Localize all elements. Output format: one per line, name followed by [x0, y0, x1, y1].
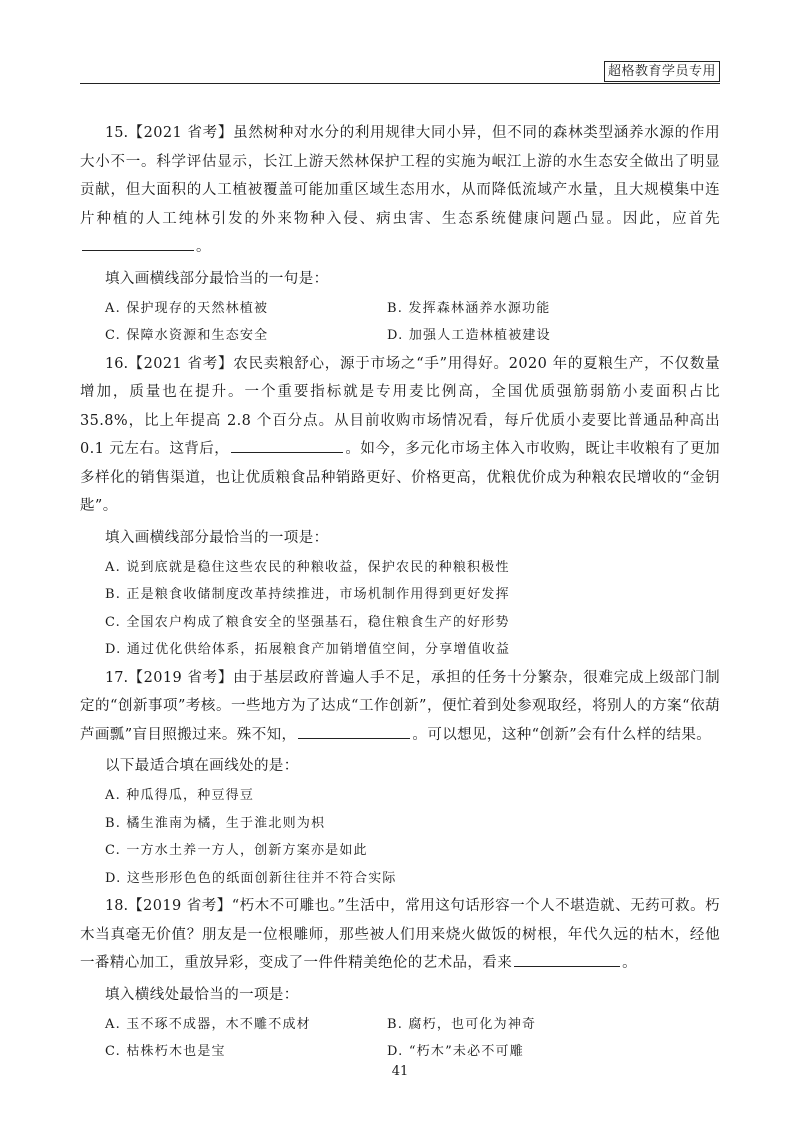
question-18	[80, 892, 720, 1066]
question-number: 16.	[105, 355, 129, 372]
question-stem	[80, 664, 720, 750]
option-a: A. 说到底就是稳住这些农民的种粮收益，保护农民的种粮积极性	[105, 559, 510, 575]
question-number: 17.	[105, 669, 129, 686]
option-b: B. 腐朽，也可化为神奇	[387, 1016, 537, 1032]
option-a: A. 玉不琢不成器，木不雕不成材	[105, 1016, 311, 1032]
question-number: 15.	[105, 125, 129, 141]
header-badge: 超格教育学员专用	[604, 61, 720, 82]
question-17	[80, 664, 720, 893]
options-grid	[80, 295, 720, 350]
question-stem	[80, 119, 720, 262]
options-grid	[80, 1011, 720, 1066]
stem-text-before: 农民卖粮舒心，源于市场之“手”用得好。2020 年的夏粮生产，不仅数量增加，质量也在提升。一个重要指标就是专用麦比例高，全国优质强筋弱筋小麦面积占比 35.8%，比上年提高 2.8 个百分点。从目前收购市场情况看，每斤优质小麦要比普通品种高出 0.1 元左右。这背后，	[80, 355, 720, 457]
answer-blank	[298, 724, 410, 739]
question-prompt: 以下最适合填在画线处的是：	[105, 758, 299, 774]
option-d: D. 这些形形色色的纸面创新往往并不符合实际	[105, 870, 397, 886]
option-d: D. 通过优化供给体系，拓展粮食产加销增值空间，分享增值收益	[105, 642, 511, 657]
option-b: B. 正是粮食收储制度改革持续推进，市场机制作用得到更好发挥	[105, 587, 510, 602]
option-b: B. 发挥森林涵养水源功能	[387, 300, 551, 316]
option-c: C. 枯株朽木也是宝	[105, 1044, 226, 1059]
option-c: C. 全国农户构成了粮食安全的坚强基石，稳住粮食生产的好形势	[105, 614, 510, 630]
option-d: D. “朽木”未必不可雕	[387, 1044, 524, 1059]
question-prompt: 填入横线处最恰当的一项是：	[105, 986, 299, 1003]
answer-blank	[231, 438, 343, 453]
answer-blank	[514, 952, 620, 967]
header-rule	[80, 83, 720, 84]
question-stem	[80, 350, 720, 521]
stem-text-after: 。可以想见，这种“创新”会有什么样的结果。	[412, 726, 712, 743]
page-number: 41	[391, 1064, 409, 1079]
option-b: B. 橘生淮南为橘，生于淮北则为枳	[105, 815, 326, 831]
stem-text-before: 由于基层政府普遍人手不足，承担的任务十分繁杂，很难完成上级部门制定的“创新事项”考核。一些地方为了达成“工作创新”，便忙着到处参观取经，将别人的方案“依葫芦画瓢”盲目照搬过来。殊不知，	[80, 669, 720, 743]
answer-blank	[82, 236, 194, 251]
option-a: A. 种瓜得瓜，种豆得豆	[105, 788, 255, 803]
question-16	[80, 350, 720, 664]
stem-text-after: 。	[196, 239, 211, 255]
option-c: C. 保障水资源和生态安全	[105, 328, 269, 343]
stem-text-before: “朽木不可雕也。”生活中，常用这句话形容一个人不堪造就、无药可救。朽木当真毫无价值？朋友是一位根雕师，那些被人们用来烧火做饭的树根，年代久远的枯木，经他一番精心加工，重放异彩，变成了一件件精美绝伦的艺术品，看来	[80, 898, 720, 971]
question-tag: 【2019 省考】	[128, 669, 234, 686]
question-prompt: 填入画横线部分最恰当的一项是：	[105, 529, 329, 546]
stem-text-after: 。如今，多元化市场主体入市收购，既让丰收粮有了更加多样化的销售渠道，也让优质粮食品种销路更好、价格更高，优粮优价成为种粮农民增收的“金钥匙”。	[80, 441, 721, 514]
question-list	[80, 119, 720, 1066]
stem-text-after: 。	[622, 955, 638, 971]
option-d: D. 加强人工造林植被建设	[387, 328, 551, 343]
question-number: 18.	[105, 898, 129, 914]
stem-text-before: 虽然树种对水分的利用规律大同小异，但不同的森林类型涵养水源的作用大小不一。科学评估显示，长江上游天然林保护工程的实施为岷江上游的水生态安全做出了明显贡献，但大面积的人工植被覆盖可能加重区域生态用水，从而降低流域产水量，且大规模集中连片种植的人工纯林引发的外来物种入侵、病虫害、生态系统健康问题凸显。因此，应首先	[80, 125, 720, 227]
option-c: C. 一方水土养一方人，创新方案亦是如此	[105, 843, 368, 858]
option-a: A. 保护现存的天然林植被	[105, 300, 269, 316]
question-stem	[80, 892, 720, 978]
question-15	[80, 119, 720, 350]
question-tag: 【2021 省考】	[128, 355, 234, 372]
question-prompt: 填入画横线部分最恰当的一句是：	[105, 270, 329, 287]
question-tag: 【2019 省考】	[128, 898, 232, 914]
question-tag: 【2021 省考】	[128, 125, 234, 141]
